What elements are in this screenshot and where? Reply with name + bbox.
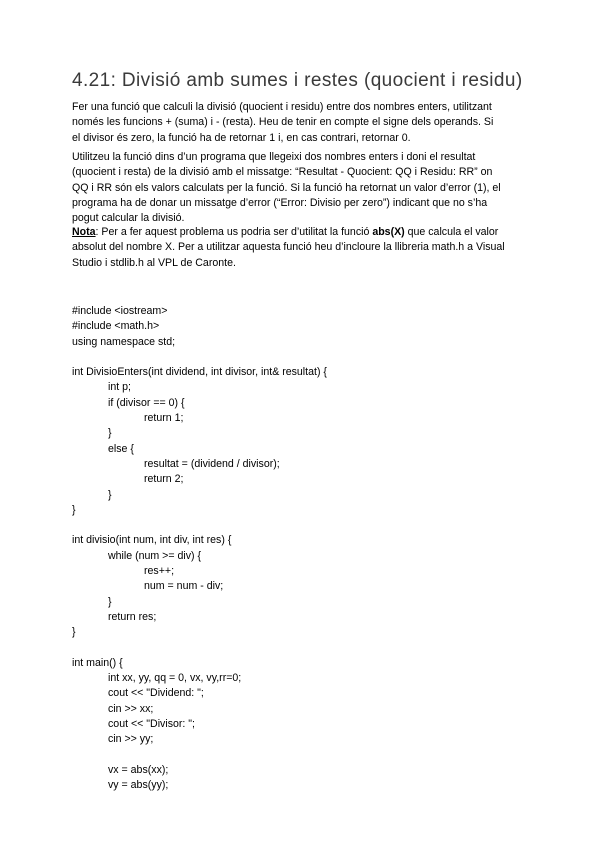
paragraph-line: programa ha de donar un missatge d’error (“Error: Divisio per zero”) indicant que no s’ha <box>72 196 488 209</box>
code-line: cout << "Dividend: "; <box>108 687 204 700</box>
code-line: int DivisioEnters(int dividend, int divisor, int& resultat) { <box>72 366 327 379</box>
note-text: que calcula el valor <box>404 226 499 238</box>
code-line: } <box>108 488 112 501</box>
code-line: cin >> xx; <box>108 702 154 715</box>
code-line: return 2; <box>144 473 184 486</box>
code-line: #include <iostream> <box>72 305 168 317</box>
paragraph-line: el divisor és zero, la funció ha de retornar 1 i, en cas contrari, retornar 0. <box>72 131 411 144</box>
code-line: else { <box>108 442 134 455</box>
description-paragraph <box>72 100 542 146</box>
paragraph-line: Studio i stdlib.h al VPL de Caronte. <box>72 256 236 269</box>
code-line: resultat = (dividend / divisor); <box>144 457 280 470</box>
code-line: } <box>72 503 76 516</box>
note-label: Nota <box>72 226 96 238</box>
code-line: vy = abs(yy); <box>108 779 169 792</box>
paragraph-line: Fer una funció que calculi la divisió (quocient i residu) entre dos nombres enters, utilitzant <box>72 101 492 113</box>
paragraph-line: QQ i RR són els valors calculats per la funció. Si la funció ha retornat un valor d’error (1), el <box>72 181 501 194</box>
code-line <box>72 518 327 533</box>
paragraph-line: Utilitzeu la funció dins d’un programa que llegeixi dos nombres enters i doni el resultat <box>72 151 476 163</box>
code-listing <box>72 304 327 794</box>
code-line: int p; <box>108 381 131 394</box>
code-line: return 1; <box>144 412 184 425</box>
instructions-paragraph <box>72 150 542 226</box>
code-line: int xx, yy, qq = 0, vx, vy,rr=0; <box>108 672 242 685</box>
code-line: if (divisor == 0) { <box>108 396 185 409</box>
paragraph-line: pogut calcular la divisió. <box>72 212 185 225</box>
code-line: cin >> yy; <box>108 733 154 746</box>
code-line: res++; <box>144 565 175 578</box>
function-name: abs(X) <box>372 226 405 238</box>
code-line: while (num >= div) { <box>108 549 202 562</box>
paragraph-line <box>72 225 542 240</box>
paragraph-line: només les funcions + (suma) i - (resta). Heu de tenir en compte el signe dels operands. Si <box>72 116 494 129</box>
paragraph-line: (quocient i resta) de la divisió amb el missatge: “Resultat - Quocient: QQ i Residu: RR” on <box>72 166 493 179</box>
code-line: num = num - div; <box>144 580 224 593</box>
code-line: } <box>108 427 112 440</box>
code-line: int divisio(int num, int div, int res) { <box>72 534 232 547</box>
code-line: int main() { <box>72 656 123 669</box>
code-line <box>72 350 327 365</box>
code-line <box>72 748 327 763</box>
code-line: vx = abs(xx); <box>108 763 169 776</box>
code-line: return res; <box>108 610 157 623</box>
code-line: using namespace std; <box>72 335 176 348</box>
note-paragraph <box>72 225 542 271</box>
code-line: } <box>72 626 76 639</box>
code-line: #include <math.h> <box>72 320 160 333</box>
page-title: 4.21: Divisió amb sumes i restes (quocient i residu) <box>72 70 523 91</box>
code-line <box>72 641 327 656</box>
note-text: : Per a fer aquest problema us podria ser d’utilitat la funció <box>95 226 373 238</box>
paragraph-line: absolut del nombre X. Per a utilitzar aquesta funció heu d’incloure la llibreria math.h a Visual <box>72 241 505 254</box>
code-line: cout << "Divisor: "; <box>108 718 196 731</box>
code-line: } <box>108 595 112 608</box>
